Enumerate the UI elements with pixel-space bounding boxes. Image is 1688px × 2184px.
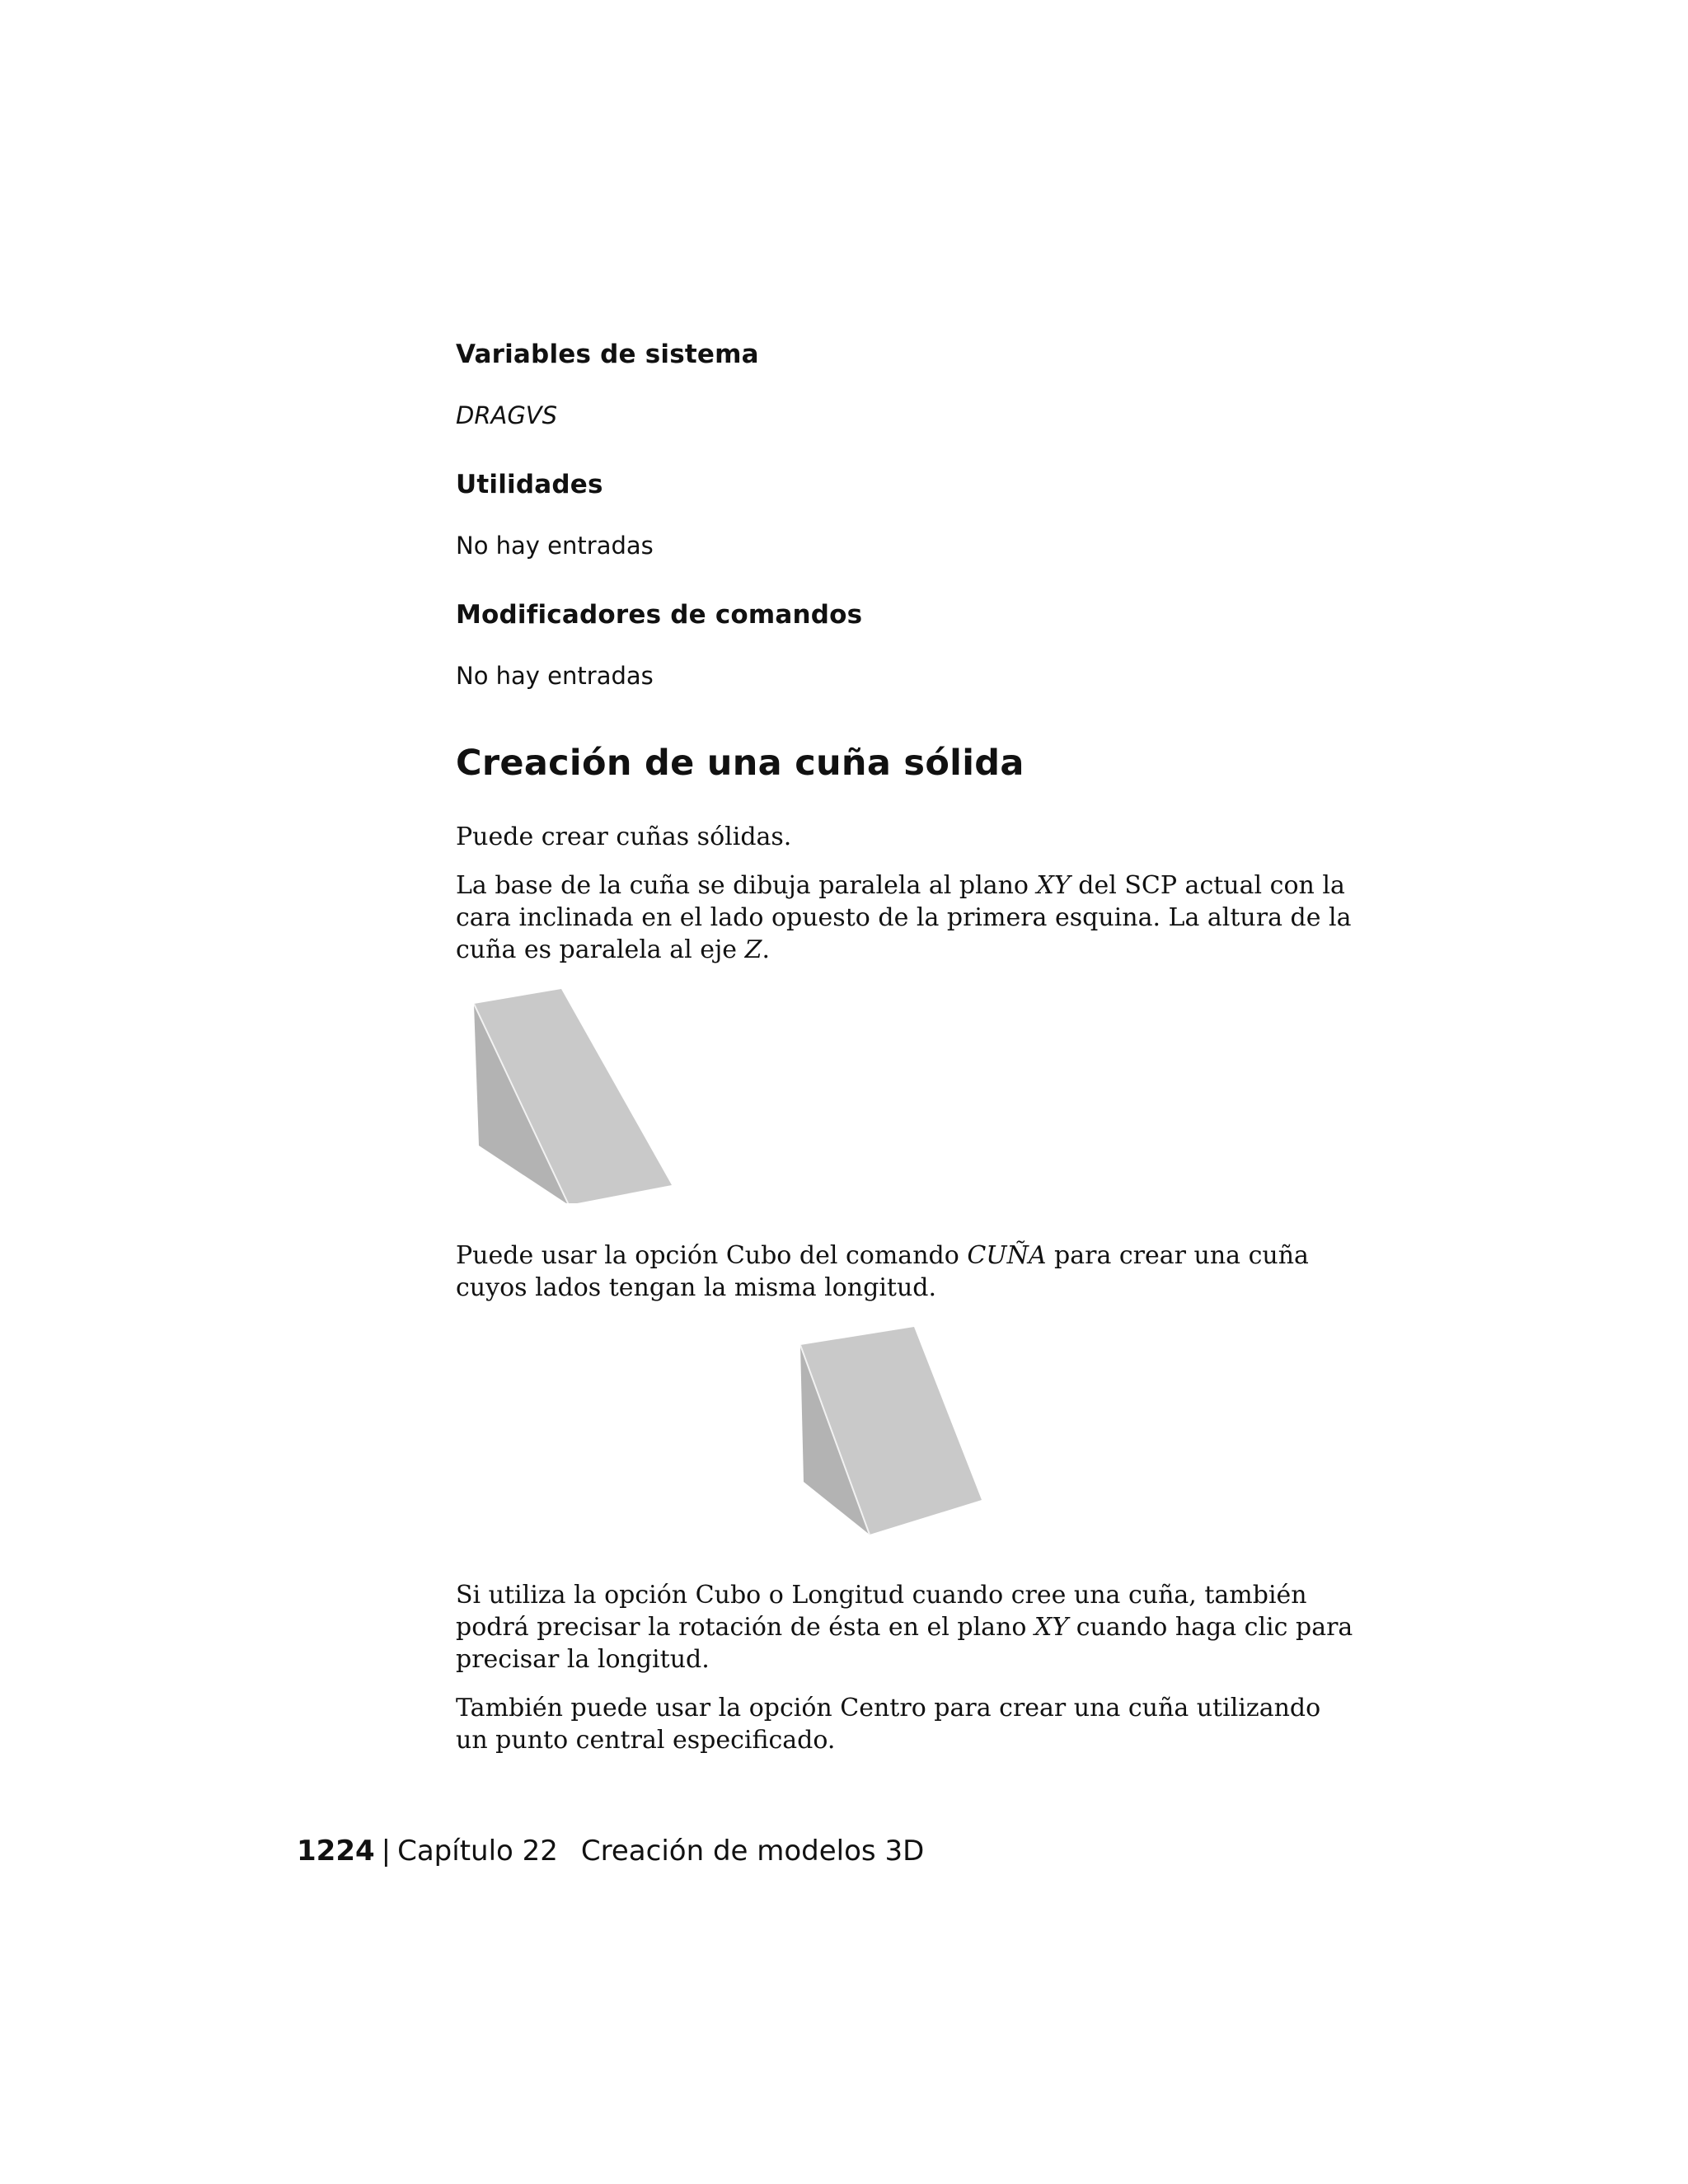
page-footer	[297, 1831, 924, 1871]
page-number: 1224	[297, 1835, 375, 1868]
paragraph-base	[456, 869, 1354, 966]
chapter-label: Capítulo 22	[397, 1835, 558, 1868]
z-axis-term: Z	[744, 935, 762, 964]
paragraph-rotation-part-1: Si utiliza la opción Cubo o Longitud cuando cree una cuña, también podrá precisar la rotación de ésta en el plano	[456, 1581, 1307, 1642]
utilities-heading: Utilidades	[456, 470, 603, 499]
wedge-illustration-1	[474, 989, 672, 1203]
system-variables-heading: Variables de sistema	[456, 340, 759, 369]
wedge-figure-1	[456, 989, 1354, 1228]
paragraph-base-part-2: del SCP actual con la cara inclinada en el lado opuesto de la primera esquina. La altura de la cuña es paralela al eje	[456, 871, 1352, 964]
wedge-illustration-2	[800, 1327, 998, 1541]
page-content	[456, 338, 1354, 1773]
command-modifiers-heading: Modificadores de comandos	[456, 600, 863, 630]
xy-plane-term-2: XY	[1034, 1613, 1069, 1642]
paragraph-base-part-1: La base de la cuña se dibuja paralela al plano	[456, 871, 1037, 900]
wedge-command-term: CUÑA	[967, 1241, 1047, 1270]
paragraph-cube-part-1: Puede usar la opción Cubo del comando	[456, 1241, 968, 1270]
system-variable-value: DRAGVS	[456, 401, 558, 429]
wedge-figure-2	[456, 1327, 1354, 1566]
paragraph-intro: Puede crear cuñas sólidas.	[456, 823, 792, 851]
section-title: Creación de una cuña sólida	[456, 743, 1025, 784]
chapter-title: Creación de modelos 3D	[580, 1835, 925, 1868]
paragraph-base-part-3: .	[762, 935, 771, 964]
paragraph-cube-option	[456, 1240, 1354, 1304]
paragraph-center-option: También puede usar la opción Centro para crear una cuña utilizando un punto central especificado.	[456, 1694, 1321, 1755]
paragraph-rotation	[456, 1579, 1354, 1675]
utilities-value: No hay entradas	[456, 532, 654, 560]
footer-separator: |	[381, 1835, 392, 1868]
paragraph-rotation-part-2: cuando haga clic para precisar la longitud.	[456, 1613, 1353, 1674]
command-modifiers-value: No hay entradas	[456, 662, 654, 690]
paragraph-cube-part-2: para crear una cuña cuyos lados tengan la misma longitud.	[456, 1241, 1309, 1302]
xy-plane-term: XY	[1036, 871, 1071, 900]
